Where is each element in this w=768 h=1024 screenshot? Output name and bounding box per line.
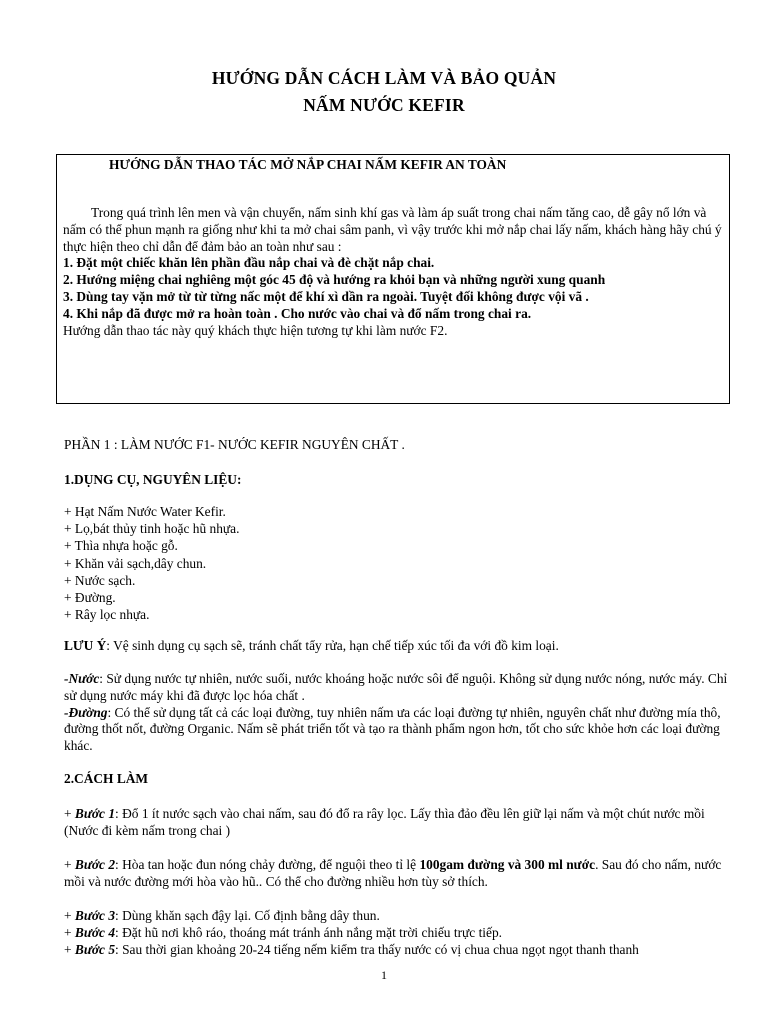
method-steps-3-5 xyxy=(64,908,730,958)
list-item: + Nước sạch. xyxy=(64,572,136,588)
step-label: Bước 5 xyxy=(74,941,116,957)
plus-marker: + xyxy=(64,924,75,940)
step-label: Bước 4 xyxy=(74,924,116,940)
safety-step: 1. Đặt một chiếc khăn lên phần đầu nắp chai và đè chặt nắp chai. xyxy=(63,255,435,271)
safety-intro: Trong quá trình lên men và vận chuyển, nấm sinh khí gas và làm áp suất trong chai nấm tăng cao, dễ gây nổ lớn và nấm có thể phun mạnh ra giống như khi ta mở chai sâm panh, vì vậy trước khi mở nắp chai lấy nấm, khách hàng hãy chú ý thực hiện theo chỉ dẫn để đảm bảo an toàn như sau : xyxy=(63,205,722,254)
safety-box-title: HƯỚNG DẪN THAO TÁC MỞ NẮP CHAI NẤM KEFIR AN TOÀN xyxy=(109,157,507,172)
step-label: Bước 3 xyxy=(74,908,116,923)
part1-heading: PHẦN 1 : LÀM NƯỚC F1- NƯỚC KEFIR NGUYÊN CHẤT . xyxy=(64,437,405,452)
list-item: + Lọ,bát thủy tinh hoặc hũ nhựa. xyxy=(64,521,240,537)
step-text: : Sau thời gian khoảng 20-24 tiếng nếm kiểm tra thấy nước có vị chua chua ngọt ngọt thanh thanh xyxy=(115,941,639,957)
note-label: LƯU Ý xyxy=(64,638,107,653)
plus-marker: + xyxy=(64,857,75,872)
note-paragraph xyxy=(64,638,730,655)
list-item: + Đường. xyxy=(64,590,116,606)
plus-marker: + xyxy=(64,806,75,821)
tools-heading: 1.DỤNG CỤ, NGUYÊN LIỆU: xyxy=(64,472,242,487)
step-text: : Hòa tan hoặc đun nóng chảy đường, để nguội theo tỉ lệ xyxy=(115,857,420,872)
note-text: : Vệ sinh dụng cụ sạch sẽ, tránh chất tẩy rửa, hạn chế tiếp xúc tối đa với đồ kim loại. xyxy=(106,638,559,653)
plus-marker: + xyxy=(64,908,75,923)
plus-marker: + xyxy=(64,941,75,957)
safety-instructions-box xyxy=(56,154,730,404)
list-item: + Hạt Nấm Nước Water Kefir. xyxy=(64,504,226,519)
list-item: + Thìa nhựa hoặc gỗ. xyxy=(64,538,178,554)
step-text: : Dùng khăn sạch đậy lại. Cố định bằng dây thun. xyxy=(115,908,380,923)
method-step-1 xyxy=(64,806,730,840)
ingredients-notes xyxy=(64,671,730,755)
page-number: 1 xyxy=(381,968,387,982)
safety-note: Hướng dẫn thao tác này quý khách thực hiện tương tự khi làm nước F2. xyxy=(63,322,448,338)
ratio-text: 100gam đường và 300 ml nước xyxy=(419,857,596,872)
water-label: -Nước xyxy=(64,671,100,686)
step-text: : Đổ 1 ít nước sạch vào chai nấm, sau đó đổ ra rây lọc. Lấy thìa đảo đều lên giữ lại nấm và một chút nước mồi (Nước đi kèm nấm trong chai ) xyxy=(64,806,705,838)
safety-step: 3. Dùng tay vặn mở từ từ từng nấc một để khí xì dần ra ngoài. Tuyệt đối không được vội vã . xyxy=(63,288,589,304)
tools-list xyxy=(64,503,730,623)
step-text: : Đặt hũ nơi khô ráo, thoáng mát tránh ánh nắng mặt trời chiếu trực tiếp. xyxy=(115,924,503,940)
water-text: : Sử dụng nước tự nhiên, nước suối, nước khoáng hoặc nước sôi để nguội. Không sử dụng nước nóng, nước máy. Chỉ sử dụng nước máy khi đã được lọc hóa chất . xyxy=(64,671,728,703)
sugar-text: : Có thể sử dụng tất cả các loại đường, tuy nhiên nấm ưa các loại đường tự nhiên, nguyên chất như đường mía thô, đường thốt nốt, đường Organic. Nấm sẽ phát triển tốt và tạo ra thành phẩm ngon hơn, tốt cho sức khỏe hơn các loại đường khác. xyxy=(64,704,721,754)
method-step-2 xyxy=(64,857,730,891)
safety-step: 2. Hướng miệng chai nghiêng một góc 45 độ và hướng ra khỏi bạn và những người xung quanh xyxy=(63,272,606,288)
safety-step: 4. Khi nắp đã được mở ra hoàn toàn . Cho nước vào chai và đổ nấm trong chai ra. xyxy=(63,305,532,321)
step-text: . Sau đó cho nấm, nước mồi và nước đường mới hòa vào hũ.. Có thể cho đường nhiều hơn tùy sở thích. xyxy=(64,857,722,889)
method-heading: 2.CÁCH LÀM xyxy=(64,771,149,786)
doc-title-line1: HƯỚNG DẪN CÁCH LÀM VÀ BẢO QUẢN xyxy=(211,68,557,88)
step-label: Bước 1 xyxy=(74,806,116,821)
doc-title-line2: NẤM NƯỚC KEFIR xyxy=(303,95,465,115)
list-item: + Khăn vải sạch,dây chun. xyxy=(64,555,207,571)
step-label: Bước 2 xyxy=(74,857,116,872)
safety-box-body xyxy=(63,205,723,339)
list-item: + Rây lọc nhựa. xyxy=(64,607,150,623)
sugar-label: -Đường xyxy=(64,704,108,720)
